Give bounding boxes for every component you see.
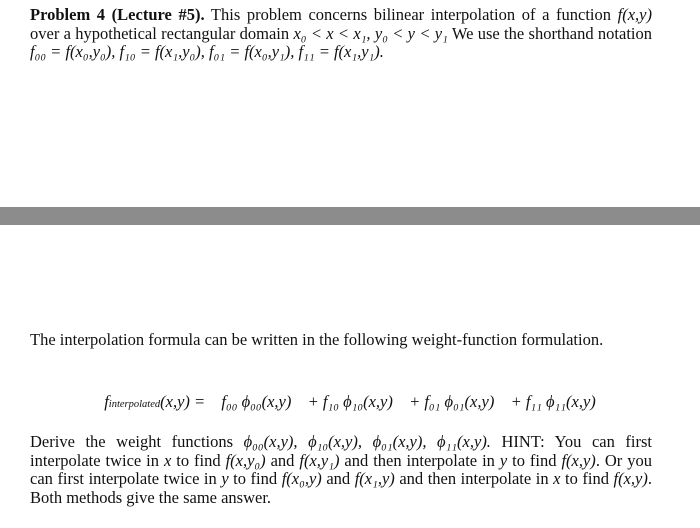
- f-x0-y: f(x₀,y): [281, 469, 322, 488]
- formula-term-10: + f₁₀ ϕ₁₀(x,y): [307, 392, 393, 411]
- var-y: y: [499, 450, 508, 470]
- derive-instructions: [30, 433, 652, 507]
- f-x-y-2: f(x,y): [613, 469, 648, 488]
- problem-text-3: We use the shorthand notation: [447, 23, 652, 43]
- interpolation-formula: [0, 392, 700, 415]
- var-x: x: [163, 450, 172, 470]
- hint-text-1: HINT: You can first interpolate twice in: [30, 432, 652, 470]
- hint-text-3: and then interpolate in: [339, 450, 500, 470]
- problem-statement: [30, 6, 652, 62]
- shorthand-notation: f₀₀ = f(x₀,y₀), f₁₀ = f(x₁,y₀), f₀₁ = f(x₀,y₁), f₁₁ = f(x₁,y₁).: [30, 42, 384, 61]
- hint-text-4: to find: [507, 450, 562, 470]
- formula-term-11: + f₁₁ ϕ₁₁(x,y): [510, 392, 596, 411]
- formula-lhs-subscript: interpolated: [108, 399, 161, 410]
- hint-text-6: to find: [228, 469, 282, 488]
- f-x-y0: f(x,y₀): [225, 450, 266, 470]
- problem-heading: Problem 4 (Lecture #5).: [30, 5, 205, 24]
- hint-text-9: . Both methods give the same answer.: [30, 469, 652, 507]
- problem-text-2: over a hypothetical rectangular domain: [30, 23, 294, 43]
- formula-lhs-args: (x,y) =: [160, 392, 206, 411]
- hint-and-1: and: [265, 450, 300, 470]
- formula-lhs-f: f: [104, 392, 109, 411]
- derive-text-1: Derive the weight functions: [30, 432, 244, 451]
- hint-text-5: . Or you can first interpolate twice in: [30, 450, 652, 488]
- hint-text-2: to find: [171, 450, 226, 470]
- hint-text-7: and then interpolate in: [394, 469, 554, 488]
- problem-text-1: This problem concerns bilinear interpolation of a function: [204, 5, 618, 24]
- formula-term-01: + f₀₁ ϕ₀₁(x,y): [409, 392, 495, 411]
- section-divider: [0, 207, 700, 225]
- formula-term-00: f₀₀ ϕ₀₀(x,y): [221, 392, 292, 411]
- interpolation-intro: The interpolation formula can be written in the following weight-function formulation.: [30, 330, 604, 349]
- domain-expression: x₀ < x < x₁, y₀ < y < y₁: [293, 23, 448, 43]
- weight-functions: ϕ₀₀(x,y), ϕ₁₀(x,y), ϕ₀₁(x,y), ϕ₁₁(x,y).: [243, 432, 491, 451]
- f-x1-y: f(x₁,y): [354, 469, 395, 488]
- f-x-y1: f(x,y₁): [299, 450, 340, 470]
- var-y-2: y: [221, 469, 229, 488]
- var-x-2: x: [553, 469, 561, 488]
- hint-and-2: and: [321, 469, 355, 488]
- f-x-y: f(x,y): [561, 450, 596, 470]
- hint-text-8: to find: [560, 469, 614, 488]
- function-fxy: f(x,y): [617, 5, 652, 24]
